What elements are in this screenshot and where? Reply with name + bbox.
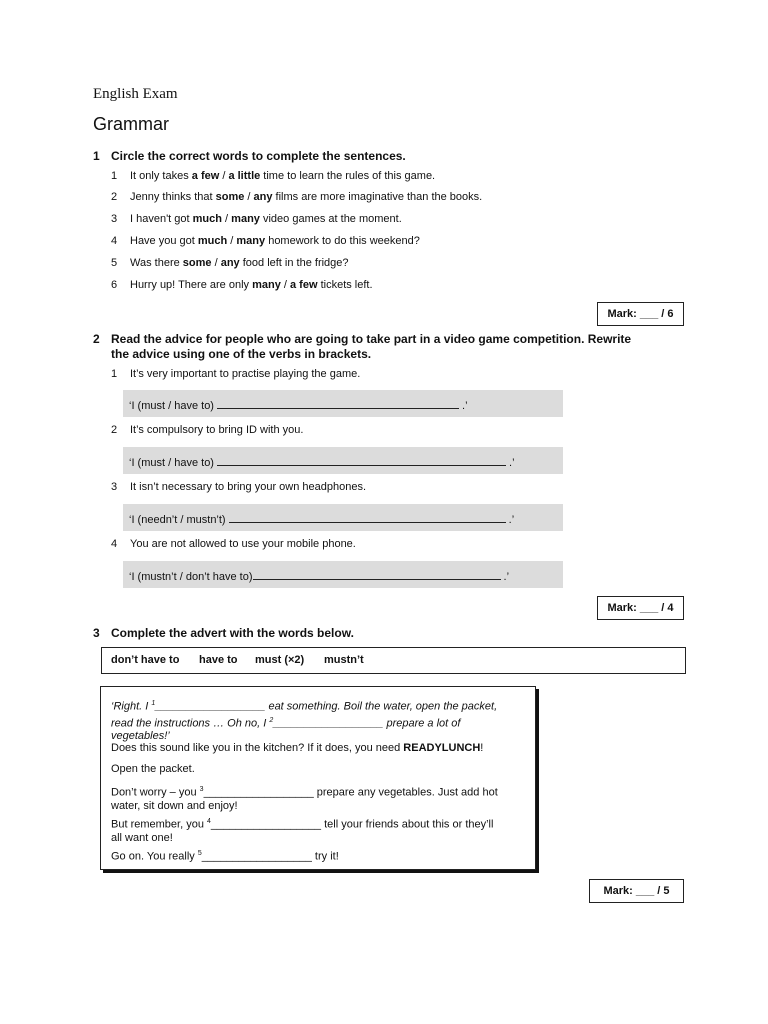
question-2-instruction-line1: Read the advice for people who are going to take part in a video game competition. Rewrite [111, 332, 632, 346]
choice-option[interactable]: many [231, 213, 260, 225]
answer-blank-4[interactable]: __________________ [210, 818, 322, 831]
answer-blank-2[interactable]: __________________ [273, 717, 384, 730]
q1-item-3: 3 I haven't got much / many video games at the moment. [111, 213, 402, 225]
q1-item-2: 2 Jenny thinks that some / any films are more imaginative than the books. [111, 191, 483, 203]
answer-blank-1[interactable]: __________________ [155, 700, 266, 713]
question-1-number: 1 [93, 149, 100, 163]
q1-item-1: 1 It only takes a few / a little time to learn the rules of this game. [111, 170, 436, 182]
choice-option[interactable]: a few [191, 170, 220, 182]
answer-blank-3[interactable]: __________________ [203, 786, 314, 799]
q2-mark-box[interactable]: Mark: ___ / 4 [597, 596, 684, 620]
exam-header: English Exam [93, 86, 178, 102]
q2-answer-row-1: ‘I (must / have to) .’ [123, 390, 563, 417]
word-bank-item: have to [199, 654, 238, 666]
q3-mark-box[interactable]: Mark: ___ / 5 [589, 879, 684, 903]
choice-option[interactable]: any [220, 257, 240, 269]
advert-paragraph-5: But remember, you $^4$__________________ tell your friends about this or they’ll all want one! [111, 818, 494, 844]
advert-paragraph-4: Don’t worry – you $^3$__________________ prepare any vegetables. Just add hot water, sit down and enjoy! [111, 786, 498, 812]
q1-item-4: 4 Have you got much / many homework to do this weekend? [111, 235, 420, 247]
word-bank-item: mustn’t [324, 654, 364, 666]
choice-option[interactable]: much [197, 235, 228, 247]
question-3-instruction: Complete the advert with the words below. [111, 626, 354, 640]
answer-blank[interactable] [217, 454, 506, 466]
question-3-number: 3 [93, 626, 100, 640]
question-2-number: 2 [93, 332, 100, 346]
advert-paragraph-1: ‘Right. I $^1$__________________ eat something. Boil the water, open the packet, read the instructions … Oh no, I $^2$__________________ prepare a lot of vegetables!’ [111, 700, 498, 743]
choice-option[interactable]: much [192, 213, 222, 225]
answer-blank-5[interactable]: __________________ [201, 850, 312, 863]
choice-option[interactable]: some [215, 191, 245, 203]
word-bank-item: must (×2) [255, 654, 305, 666]
answer-blank[interactable] [217, 397, 459, 409]
q2-answer-row-4: ‘I (mustn’t / don’t have to) .’ [123, 561, 563, 588]
choice-option[interactable]: any [253, 191, 273, 203]
choice-option[interactable]: a little [228, 170, 261, 182]
advert-paragraph-2: Does this sound like you in the kitchen? If it does, you need READYLUNCH! [111, 742, 484, 754]
q2-item-3: 3 It isn’t necessary to bring your own headphones. [111, 481, 367, 493]
choice-option[interactable]: some [182, 257, 212, 269]
q1-item-5: 5 Was there some / any food left in the fridge? [111, 257, 349, 269]
question-2-instruction-line2: the advice using one of the verbs in brackets. [111, 347, 372, 361]
advert-box [100, 686, 536, 870]
q2-item-4: 4 You are not allowed to use your mobile phone. [111, 538, 356, 550]
q1-item-6: 6 Hurry up! There are only many / a few tickets left. [111, 279, 373, 291]
choice-option[interactable]: many [252, 279, 281, 291]
answer-blank[interactable] [229, 511, 506, 523]
q2-answer-row-2: ‘I (must / have to) .’ [123, 447, 563, 474]
q2-item-1: 1 It’s very important to practise playing the game. [111, 368, 361, 380]
q2-answer-row-3: ‘I (needn’t / mustn’t) .’ [123, 504, 563, 531]
question-1-instruction: Circle the correct words to complete the sentences. [111, 149, 406, 163]
advert-paragraph-6: Go on. You really $^5$__________________ try it! [111, 850, 339, 863]
choice-option[interactable]: a few [290, 279, 318, 291]
section-title: Grammar [93, 114, 169, 134]
word-bank-item: don’t have to [111, 654, 180, 666]
q1-mark-box[interactable]: Mark: ___ / 6 [597, 302, 684, 326]
choice-option[interactable]: many [236, 235, 266, 247]
advert-paragraph-3: Open the packet. [111, 763, 195, 775]
answer-blank[interactable] [253, 568, 501, 580]
word-bank [101, 647, 686, 674]
q2-item-2: 2 It’s compulsory to bring ID with you. [111, 424, 304, 436]
